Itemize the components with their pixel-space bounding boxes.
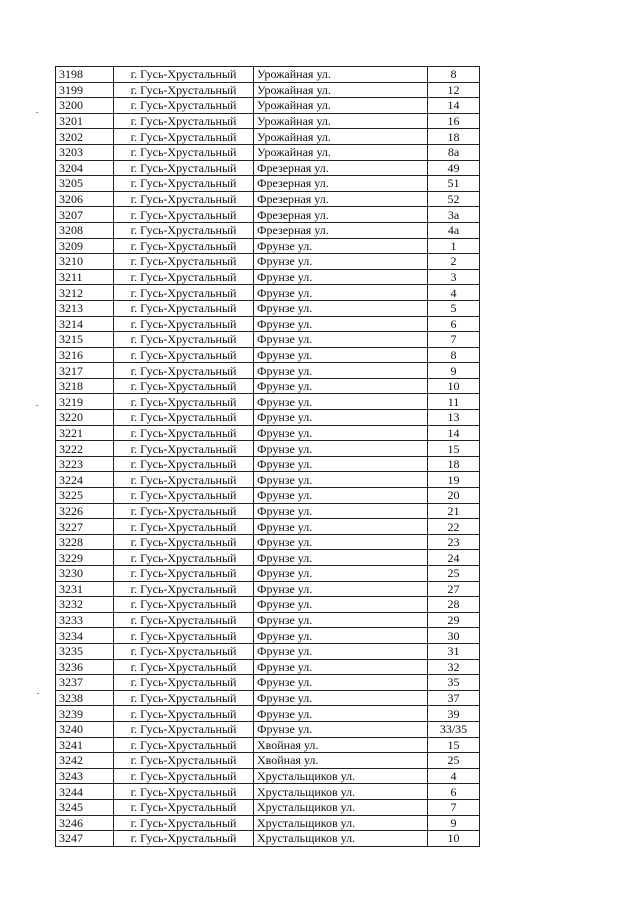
house-number-cell: 25 [428,753,480,769]
house-number-cell: 32 [428,659,480,675]
city-cell: г. Гусь-Хрустальный [114,784,254,800]
row-number-cell: 3231 [56,581,114,597]
row-number-cell: 3216 [56,347,114,363]
street-cell: Урожайная ул. [254,82,428,98]
row-number-cell: 3234 [56,628,114,644]
city-cell: г. Гусь-Хрустальный [114,597,254,613]
table-row [56,347,480,363]
street-cell: Фрунзе ул. [254,378,428,394]
city-cell: г. Гусь-Хрустальный [114,488,254,504]
row-number-cell: 3232 [56,597,114,613]
city-cell: г. Гусь-Хрустальный [114,441,254,457]
row-number-cell: 3226 [56,503,114,519]
street-cell: Фрунзе ул. [254,269,428,285]
house-number-cell: 4 [428,285,480,301]
city-cell: г. Гусь-Хрустальный [114,659,254,675]
house-number-cell: 15 [428,737,480,753]
house-number-cell: 25 [428,566,480,582]
row-number-cell: 3240 [56,721,114,737]
row-number-cell: 3244 [56,784,114,800]
row-number-cell: 3211 [56,269,114,285]
table-row [56,534,480,550]
table-row [56,753,480,769]
street-cell: Фрунзе ул. [254,550,428,566]
street-cell: Фрунзе ул. [254,410,428,426]
row-number-cell: 3237 [56,675,114,691]
table-row [56,581,480,597]
row-number-cell: 3217 [56,363,114,379]
row-number-cell: 3245 [56,799,114,815]
row-number-cell: 3214 [56,316,114,332]
house-number-cell: 16 [428,113,480,129]
city-cell: г. Гусь-Хрустальный [114,332,254,348]
street-cell: Фрунзе ул. [254,566,428,582]
house-number-cell: 10 [428,378,480,394]
city-cell: г. Гусь-Хрустальный [114,534,254,550]
row-number-cell: 3230 [56,566,114,582]
table-row [56,316,480,332]
row-number-cell: 3236 [56,659,114,675]
table-row [56,815,480,831]
row-number-cell: 3220 [56,410,114,426]
house-number-cell: 28 [428,597,480,613]
street-cell: Хрустальщиков ул. [254,815,428,831]
house-number-cell: 24 [428,550,480,566]
city-cell: г. Гусь-Хрустальный [114,550,254,566]
row-number-cell: 3228 [56,534,114,550]
city-cell: г. Гусь-Хрустальный [114,113,254,129]
street-cell: Фрунзе ул. [254,612,428,628]
house-number-cell: 9 [428,815,480,831]
house-number-cell: 15 [428,441,480,457]
city-cell: г. Гусь-Хрустальный [114,768,254,784]
table-row [56,176,480,192]
row-number-cell: 3202 [56,129,114,145]
street-cell: Фрунзе ул. [254,690,428,706]
street-cell: Фрунзе ул. [254,659,428,675]
house-number-cell: 3 [428,269,480,285]
city-cell: г. Гусь-Хрустальный [114,160,254,176]
table-row [56,612,480,628]
house-number-cell: 29 [428,612,480,628]
table-row [56,425,480,441]
street-cell: Фрунзе ул. [254,706,428,722]
row-number-cell: 3209 [56,238,114,254]
house-number-cell: 11 [428,394,480,410]
house-number-cell: 39 [428,706,480,722]
row-number-cell: 3221 [56,425,114,441]
row-number-cell: 3198 [56,67,114,83]
row-number-cell: 3247 [56,831,114,847]
street-cell: Фрунзе ул. [254,316,428,332]
city-cell: г. Гусь-Хрустальный [114,129,254,145]
city-cell: г. Гусь-Хрустальный [114,737,254,753]
row-number-cell: 3246 [56,815,114,831]
street-cell: Хвойная ул. [254,737,428,753]
table-row [56,441,480,457]
city-cell: г. Гусь-Хрустальный [114,300,254,316]
house-number-cell: 6 [428,784,480,800]
city-cell: г. Гусь-Хрустальный [114,394,254,410]
house-number-cell: 14 [428,425,480,441]
street-cell: Фрезерная ул. [254,207,428,223]
row-number-cell: 3213 [56,300,114,316]
row-number-cell: 3233 [56,612,114,628]
table-row [56,129,480,145]
city-cell: г. Гусь-Хрустальный [114,269,254,285]
house-number-cell: 14 [428,98,480,114]
table-row [56,222,480,238]
city-cell: г. Гусь-Хрустальный [114,503,254,519]
street-cell: Фрунзе ул. [254,597,428,613]
city-cell: г. Гусь-Хрустальный [114,706,254,722]
city-cell: г. Гусь-Хрустальный [114,254,254,270]
row-number-cell: 3225 [56,488,114,504]
street-cell: Хрустальщиков ул. [254,784,428,800]
house-number-cell: 20 [428,488,480,504]
table-row [56,643,480,659]
table-row [56,659,480,675]
row-number-cell: 3218 [56,378,114,394]
house-number-cell: 52 [428,191,480,207]
city-cell: г. Гусь-Хрустальный [114,799,254,815]
street-cell: Урожайная ул. [254,67,428,83]
table-row [56,113,480,129]
street-cell: Фрунзе ул. [254,643,428,659]
scan-speck [37,693,39,694]
city-cell: г. Гусь-Хрустальный [114,831,254,847]
row-number-cell: 3222 [56,441,114,457]
street-cell: Фрунзе ул. [254,519,428,535]
row-number-cell: 3227 [56,519,114,535]
row-number-cell: 3199 [56,82,114,98]
row-number-cell: 3235 [56,643,114,659]
city-cell: г. Гусь-Хрустальный [114,815,254,831]
house-number-cell: 19 [428,472,480,488]
table-row [56,207,480,223]
table-row [56,363,480,379]
row-number-cell: 3201 [56,113,114,129]
street-cell: Фрунзе ул. [254,472,428,488]
table-row [56,503,480,519]
table-row [56,706,480,722]
city-cell: г. Гусь-Хрустальный [114,612,254,628]
city-cell: г. Гусь-Хрустальный [114,176,254,192]
street-cell: Фрунзе ул. [254,628,428,644]
table-row [56,254,480,270]
street-cell: Фрунзе ул. [254,456,428,472]
row-number-cell: 3212 [56,285,114,301]
house-number-cell: 18 [428,129,480,145]
city-cell: г. Гусь-Хрустальный [114,378,254,394]
street-cell: Фрезерная ул. [254,176,428,192]
street-cell: Урожайная ул. [254,113,428,129]
city-cell: г. Гусь-Хрустальный [114,347,254,363]
city-cell: г. Гусь-Хрустальный [114,753,254,769]
street-cell: Фрунзе ул. [254,581,428,597]
street-cell: Фрезерная ул. [254,191,428,207]
street-cell: Фрунзе ул. [254,721,428,737]
house-number-cell: 12 [428,82,480,98]
city-cell: г. Гусь-Хрустальный [114,410,254,426]
city-cell: г. Гусь-Хрустальный [114,67,254,83]
table-row [56,332,480,348]
street-cell: Хрустальщиков ул. [254,831,428,847]
table-row [56,144,480,160]
house-number-cell: 4 [428,768,480,784]
table-row [56,394,480,410]
street-cell: Фрунзе ул. [254,534,428,550]
row-number-cell: 3203 [56,144,114,160]
row-number-cell: 3223 [56,456,114,472]
address-table [55,66,480,847]
table-row [56,690,480,706]
table-row [56,737,480,753]
row-number-cell: 3243 [56,768,114,784]
city-cell: г. Гусь-Хрустальный [114,675,254,691]
house-number-cell: 31 [428,643,480,659]
table-row [56,566,480,582]
row-number-cell: 3210 [56,254,114,270]
city-cell: г. Гусь-Хрустальный [114,690,254,706]
table-row [56,456,480,472]
street-cell: Фрунзе ул. [254,394,428,410]
row-number-cell: 3208 [56,222,114,238]
street-cell: Фрунзе ул. [254,675,428,691]
table-row [56,550,480,566]
house-number-cell: 21 [428,503,480,519]
house-number-cell: 37 [428,690,480,706]
house-number-cell: 35 [428,675,480,691]
table-row [56,488,480,504]
table-row [56,191,480,207]
house-number-cell: 1 [428,238,480,254]
city-cell: г. Гусь-Хрустальный [114,581,254,597]
street-cell: Хвойная ул. [254,753,428,769]
house-number-cell: 7 [428,332,480,348]
table-row [56,269,480,285]
house-number-cell: 51 [428,176,480,192]
table-row [56,784,480,800]
table-row [56,721,480,737]
table-row [56,285,480,301]
house-number-cell: 4а [428,222,480,238]
table-row [56,160,480,176]
city-cell: г. Гусь-Хрустальный [114,566,254,582]
scan-speck [36,112,38,113]
city-cell: г. Гусь-Хрустальный [114,82,254,98]
city-cell: г. Гусь-Хрустальный [114,456,254,472]
city-cell: г. Гусь-Хрустальный [114,207,254,223]
house-number-cell: 7 [428,799,480,815]
house-number-cell: 10 [428,831,480,847]
row-number-cell: 3207 [56,207,114,223]
street-cell: Фрунзе ул. [254,238,428,254]
row-number-cell: 3219 [56,394,114,410]
street-cell: Фрунзе ул. [254,488,428,504]
house-number-cell: 22 [428,519,480,535]
row-number-cell: 3229 [56,550,114,566]
house-number-cell: 6 [428,316,480,332]
row-number-cell: 3238 [56,690,114,706]
table-row [56,597,480,613]
city-cell: г. Гусь-Хрустальный [114,425,254,441]
street-cell: Хрустальщиков ул. [254,768,428,784]
city-cell: г. Гусь-Хрустальный [114,144,254,160]
row-number-cell: 3242 [56,753,114,769]
house-number-cell: 5 [428,300,480,316]
house-number-cell: 3а [428,207,480,223]
house-number-cell: 18 [428,456,480,472]
street-cell: Фрунзе ул. [254,254,428,270]
row-number-cell: 3200 [56,98,114,114]
city-cell: г. Гусь-Хрустальный [114,519,254,535]
house-number-cell: 49 [428,160,480,176]
street-cell: Урожайная ул. [254,129,428,145]
street-cell: Урожайная ул. [254,98,428,114]
table-row [56,472,480,488]
table-row [56,519,480,535]
city-cell: г. Гусь-Хрустальный [114,285,254,301]
table-row [56,675,480,691]
house-number-cell: 33/35 [428,721,480,737]
table-row [56,67,480,83]
city-cell: г. Гусь-Хрустальный [114,643,254,659]
house-number-cell: 9 [428,363,480,379]
table-row [56,628,480,644]
address-table-body [56,67,480,847]
table-row [56,98,480,114]
city-cell: г. Гусь-Хрустальный [114,191,254,207]
house-number-cell: 2 [428,254,480,270]
street-cell: Фрезерная ул. [254,222,428,238]
house-number-cell: 13 [428,410,480,426]
street-cell: Фрунзе ул. [254,300,428,316]
table-row [56,768,480,784]
street-cell: Фрунзе ул. [254,332,428,348]
city-cell: г. Гусь-Хрустальный [114,316,254,332]
city-cell: г. Гусь-Хрустальный [114,363,254,379]
table-row [56,300,480,316]
house-number-cell: 27 [428,581,480,597]
row-number-cell: 3239 [56,706,114,722]
table-row [56,831,480,847]
street-cell: Фрунзе ул. [254,425,428,441]
street-cell: Хрустальщиков ул. [254,799,428,815]
city-cell: г. Гусь-Хрустальный [114,472,254,488]
table-row [56,410,480,426]
house-number-cell: 23 [428,534,480,550]
house-number-cell: 8а [428,144,480,160]
city-cell: г. Гусь-Хрустальный [114,98,254,114]
table-row [56,238,480,254]
table-row [56,82,480,98]
city-cell: г. Гусь-Хрустальный [114,222,254,238]
house-number-cell: 30 [428,628,480,644]
scan-speck [36,405,38,406]
street-cell: Урожайная ул. [254,144,428,160]
street-cell: Фрунзе ул. [254,363,428,379]
street-cell: Фрунзе ул. [254,503,428,519]
row-number-cell: 3224 [56,472,114,488]
city-cell: г. Гусь-Хрустальный [114,628,254,644]
row-number-cell: 3205 [56,176,114,192]
row-number-cell: 3215 [56,332,114,348]
row-number-cell: 3241 [56,737,114,753]
table-row [56,378,480,394]
row-number-cell: 3206 [56,191,114,207]
street-cell: Фрунзе ул. [254,347,428,363]
street-cell: Фрунзе ул. [254,441,428,457]
street-cell: Фрунзе ул. [254,285,428,301]
row-number-cell: 3204 [56,160,114,176]
table-row [56,799,480,815]
city-cell: г. Гусь-Хрустальный [114,721,254,737]
house-number-cell: 8 [428,67,480,83]
city-cell: г. Гусь-Хрустальный [114,238,254,254]
house-number-cell: 8 [428,347,480,363]
street-cell: Фрезерная ул. [254,160,428,176]
